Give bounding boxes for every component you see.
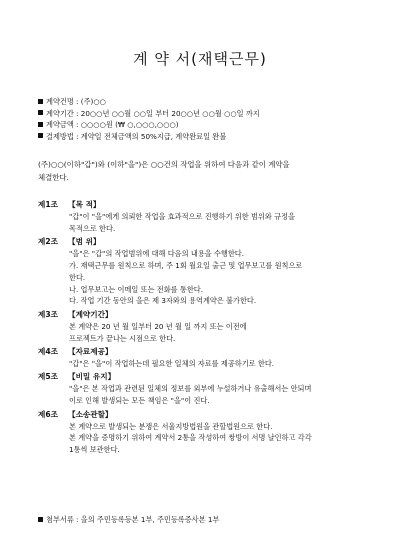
article-number: 제6조 bbox=[38, 409, 58, 419]
summary-contract-name: 계약건명 : (주)○○ bbox=[38, 96, 378, 108]
contract-summary bbox=[38, 96, 378, 142]
articles bbox=[38, 199, 368, 458]
article-line: 프로젝트가 끝나는 시점으로 한다. bbox=[69, 333, 176, 343]
article-line: "갑"이 "을"에게 의뢰한 작업을 효과적으로 진행하기 위한 범위와 규정을 bbox=[69, 212, 295, 221]
article-line: "갑"은 "을"이 작업하는데 필요한 일체의 자료를 제공하기로 한다. bbox=[69, 358, 275, 368]
square-bullet-icon bbox=[38, 110, 43, 115]
article-heading: 【목 적】 bbox=[68, 200, 101, 209]
document-title: 계 약 서(재택근무) bbox=[133, 50, 267, 68]
square-bullet-icon bbox=[38, 122, 43, 127]
article-line: 가. 재택근무를 원칙으로 하며, 주 1회 월요일 출근 및 업무보고를 원칙으로 bbox=[69, 260, 303, 270]
article-line: "을"은 "갑"의 작업범위에 대해 다음의 내용을 수행한다. bbox=[69, 249, 245, 259]
article-number: 제3조 bbox=[38, 309, 58, 319]
article-number: 제5조 bbox=[38, 372, 58, 382]
article-3-period bbox=[38, 309, 368, 345]
summary-contract-period: 계약기간 : 20○○년 ○○월 ○○일 부터 20○○년 ○○월 ○○일 까지 bbox=[38, 108, 378, 120]
square-bullet-icon bbox=[38, 517, 43, 522]
article-line: 본 계약은 20 년 월 일부터 20 년 월 일 까지 또는 이전에 bbox=[69, 321, 247, 331]
article-heading: 【소송관할】 bbox=[68, 409, 113, 419]
attachments-line: 첨부서류 : 을의 주민등록등본 1부, 주민등록증사본 1부 bbox=[38, 515, 219, 525]
article-number: 제2조 bbox=[38, 237, 58, 247]
article-line: "을"은 본 작업과 관련된 일체의 정보를 외부에 누설하거나 유출해서는 안되며 bbox=[69, 384, 312, 394]
intro-line: (주)○○(이하"갑")와 (이하"을")은 ○○건의 작업을 위하여 다음과 같이 계약을 bbox=[38, 160, 290, 169]
article-heading: 【계약기간】 bbox=[68, 309, 113, 319]
article-line: 이로 인해 발생되는 모든 책임은 "을"이 진다. bbox=[69, 396, 210, 406]
article-1-purpose bbox=[38, 199, 368, 235]
article-heading: 【자료제공】 bbox=[68, 346, 113, 356]
article-line: 다. 작업 기간 동안의 을은 제 3자와의 용역계약은 불가한다. bbox=[69, 296, 257, 306]
article-6-jurisdiction bbox=[38, 409, 368, 456]
article-5-confidentiality bbox=[38, 371, 368, 407]
article-2-scope bbox=[38, 236, 368, 307]
article-line: 본 계약으로 발생되는 분쟁은 서울지방법원을 관할법원으로 한다. bbox=[69, 421, 273, 431]
summary-contract-amount: 계약금액 : ○○○○원 (₩ ○,○○○,○○○) bbox=[38, 119, 378, 131]
article-heading: 【비밀 유지】 bbox=[68, 372, 116, 382]
article-line: 나. 업무보고는 이메일 또는 전화를 통한다. bbox=[69, 284, 204, 294]
square-bullet-icon bbox=[38, 133, 43, 138]
article-4-materials bbox=[38, 346, 368, 370]
square-bullet-icon bbox=[38, 99, 43, 104]
intro-paragraph bbox=[38, 159, 368, 184]
article-number: 제1조 bbox=[38, 200, 58, 209]
article-line: 목적으로 한다. bbox=[69, 223, 116, 233]
article-line: 본 계약을 증명하기 위하여 계약서 2통을 작성하여 쌍방이 서명 날인하고 각각 bbox=[69, 433, 312, 443]
summary-payment-method: 결제방법 : 계약일 전체금액의 50%지급, 계약완료일 완불 bbox=[38, 131, 378, 143]
intro-line: 체결한다. bbox=[38, 172, 69, 182]
article-number: 제4조 bbox=[38, 346, 58, 356]
article-heading: 【범 위】 bbox=[68, 237, 101, 247]
article-line: 1통씩 보관한다. bbox=[69, 445, 120, 455]
article-line: 한다. bbox=[69, 272, 86, 282]
